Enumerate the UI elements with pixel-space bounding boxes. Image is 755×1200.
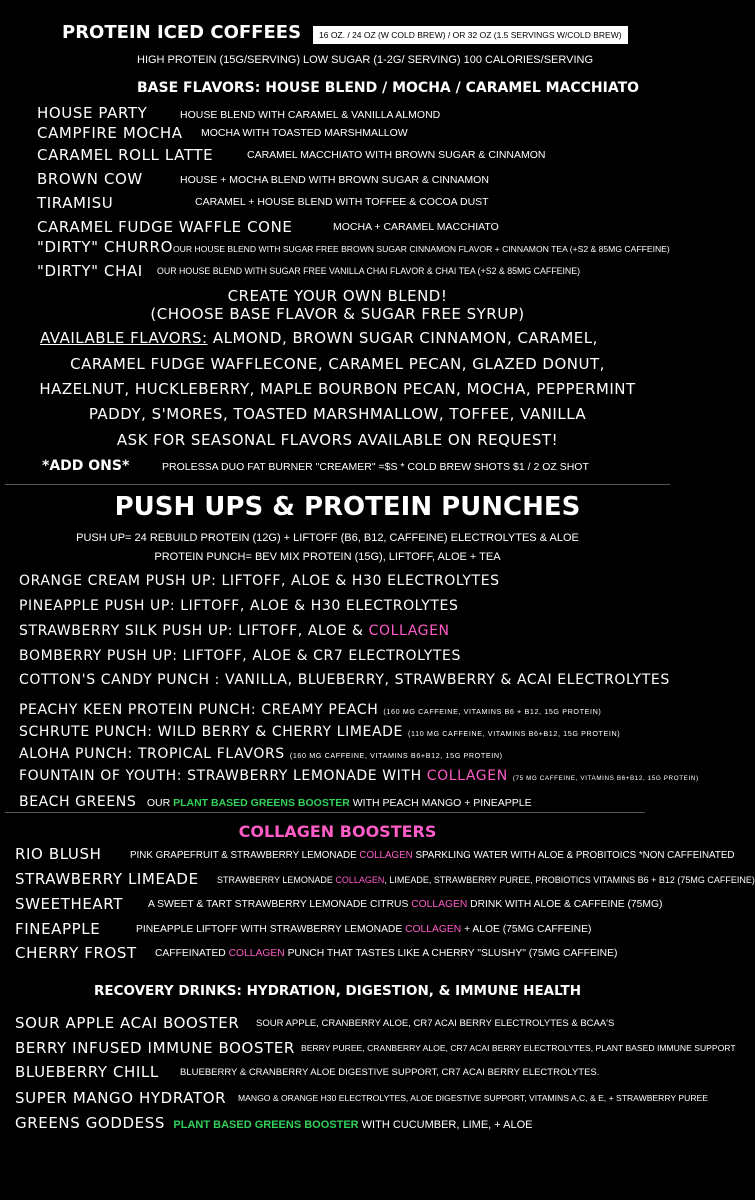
greens-booster-highlight: PLANT BASED GREENS BOOSTER: [173, 797, 350, 809]
collagen-item: [15, 845, 102, 864]
push-up-note: (160 MG CAFFEINE, VITAMINS B6+B12, 15G PROTEIN): [289, 751, 503, 760]
menu-item-desc: PUNCH THAT TASTES LIKE A CHERRY "SLUSHY" (75MG CAFFEINE): [284, 948, 618, 959]
menu-item-name: "DIRTY" CHURRO: [37, 238, 173, 256]
menu-item-name: BEACH GREENS: [19, 794, 137, 810]
recovery-title: RECOVERY DRINKS: HYDRATION, DIGESTION, & IMMUNE HEALTH: [93, 983, 582, 999]
collagen-item: [15, 920, 100, 939]
collagen-desc: [148, 899, 662, 910]
push-up-item: [19, 648, 461, 664]
menu-item-desc: PINEAPPLE LIFTOFF WITH STRAWBERRY LEMONADE: [136, 924, 406, 935]
menu-item-name: RIO BLUSH: [15, 845, 102, 863]
greens-goddess-item: [15, 1114, 533, 1133]
push-up-text: COTTON'S CANDY PUNCH : VANILLA, BLUEBERRY, STRAWBERRY & ACAI ELECTROLYTES: [19, 672, 670, 688]
menu-item-name: FINEAPPLE: [15, 920, 101, 938]
menu-item-name: GREENS GODDESS: [15, 1114, 165, 1132]
push-ups-sub: PROTEIN PUNCH= BEV MIX PROTEIN (15G), LIFTOFF, ALOE + TEA: [154, 551, 501, 563]
push-ups-sub: PUSH UP= 24 REBUILD PROTEIN (12G) + LIFTOFF (B6, B12, CAFFEINE) ELECTROLYTES & ALOE: [76, 532, 579, 544]
collagen-highlight: COLLAGEN: [228, 948, 285, 959]
push-up-text: ORANGE CREAM PUSH UP: LIFTOFF, ALOE & H30 ELECTROLYTES: [19, 573, 500, 589]
menu-item-name: CARAMEL FUDGE WAFFLE CONE: [37, 218, 293, 236]
menu-item-desc: , LIMEADE, STRAWBERRY PUREE, PROBIOTICS VITAMINS B6 + B12 (75MG CAFFEINE): [384, 875, 755, 885]
section-divider: [5, 484, 670, 485]
collagen-highlight: COLLAGEN: [359, 850, 413, 861]
menu-item-desc: A SWEET & TART STRAWBERRY LEMONADE CITRUS: [148, 899, 412, 910]
menu-item-desc: WITH CUCUMBER, LIME, + ALOE: [358, 1119, 533, 1131]
create-blend-subheading: (CHOOSE BASE FLAVOR & SUGAR FREE SYRUP): [150, 305, 525, 323]
menu-item-desc: SOUR APPLE, CRANBERRY ALOE, CR7 ACAI BERRY ELECTROLYTES & BCAA'S: [256, 1018, 615, 1029]
push-up-text: PINEAPPLE PUSH UP: LIFTOFF, ALOE & H30 ELECTROLYTES: [19, 598, 459, 614]
menu-item-desc: SPARKLING WATER WITH ALOE & PROBITOICS *NON CAFFEINATED: [412, 850, 735, 861]
create-blend-heading: CREATE YOUR OWN BLEND!: [227, 287, 448, 305]
menu-item-desc: CARAMEL MACCHIATO WITH BROWN SUGAR & CINNAMON: [247, 149, 546, 161]
push-up-text: SCHRUTE PUNCH: WILD BERRY & CHERRY LIMEADE: [19, 724, 409, 740]
menu-item-desc: CAFFEINATED: [155, 948, 229, 959]
push-up-item: [19, 623, 450, 639]
push-up-text: FOUNTAIN OF YOUTH: STRAWBERRY LEMONADE WITH: [19, 768, 427, 784]
sizes-badge: 16 OZ. / 24 OZ (W COLD BREW) / OR 32 OZ (1.5 SERVINGS W/COLD BREW): [313, 26, 628, 44]
push-up-text: ALOHA PUNCH: TROPICAL FLAVORS: [19, 746, 290, 762]
menu-item-desc: MOCHA + CARAMEL MACCHIATO: [333, 221, 499, 233]
beach-greens-item: [19, 793, 532, 811]
menu-item-name: SOUR APPLE ACAI BOOSTER: [15, 1014, 240, 1032]
menu-item-name: HOUSE PARTY: [37, 104, 148, 122]
addons-label: *ADD ONS*: [42, 458, 130, 474]
menu-item-desc: OUR HOUSE BLEND WITH SUGAR FREE VANILLA CHAI FLAVOR & CHAI TEA (+S2 & 85MG CAFFEINE): [157, 266, 581, 276]
push-ups-title: PUSH UPS & PROTEIN PUNCHES: [114, 492, 581, 522]
collagen-highlight: COLLAGEN: [405, 924, 462, 935]
collagen-item: [15, 870, 199, 889]
menu-item-desc: OUR: [146, 797, 174, 809]
push-up-text: BOMBERRY PUSH UP: LIFTOFF, ALOE & CR7 ELECTROLYTES: [19, 648, 461, 664]
push-up-item: [19, 746, 503, 762]
seasonal-note: ASK FOR SEASONAL FLAVORS AVAILABLE ON REQUEST!: [116, 431, 559, 449]
base-flavors-heading: BASE FLAVORS: HOUSE BLEND / MOCHA / CARAMEL MACCHIATO: [137, 80, 640, 96]
menu-item-desc: CARAMEL + HOUSE BLEND WITH TOFFEE & COCOA DUST: [195, 196, 489, 208]
menu-item-desc: BLUEBERRY & CRANBERRY ALOE DIGESTIVE SUPPORT, CR7 ACAI BERRY ELECTROLYTES.: [180, 1067, 600, 1078]
push-up-note: (160 MG CAFFEINE, VITAMINS B6 + B12, 15G PROTEIN): [383, 707, 602, 716]
collagen-highlight: COLLAGEN: [335, 875, 385, 885]
menu-item-name: SUPER MANGO HYDRATOR: [15, 1089, 227, 1107]
menu-item-name: CARAMEL ROLL LATTE: [37, 146, 214, 164]
addons-text: PROLESSA DUO FAT BURNER "CREAMER" =$S * COLD BREW SHOTS $1 / 2 OZ SHOT: [162, 461, 589, 473]
greens-booster-highlight: PLANT BASED GREENS BOOSTER: [173, 1119, 359, 1131]
menu-item-desc: OUR HOUSE BLEND WITH SUGAR FREE BROWN SUGAR CINNAMON FLAVOR + CINNAMON TEA (+S2 & 85MG CAFFEINE): [173, 244, 670, 254]
menu-item-desc: STRAWBERRY LEMONADE: [217, 875, 336, 885]
section-divider: [5, 812, 645, 813]
flavors-line: PADDY, S'MORES, TOASTED MARSHMALLOW, TOFFEE, VANILLA: [88, 405, 587, 423]
menu-item-name: CAMPFIRE MOCHA: [37, 124, 183, 142]
collagen-title: COLLAGEN BOOSTERS: [238, 822, 437, 841]
menu-item-name: BLUEBERRY CHILL: [15, 1063, 159, 1081]
menu-item-desc: PINK GRAPEFRUIT & STRAWBERRY LEMONADE: [130, 850, 360, 861]
available-flavors-line: [40, 329, 598, 347]
menu-item-name: SWEETHEART: [15, 895, 123, 913]
collagen-item: [15, 895, 123, 914]
menu-item-name: CHERRY FROST: [15, 944, 137, 962]
iced-coffees-title: PROTEIN ICED COFFEES: [62, 22, 302, 43]
menu-item-name: TIRAMISU: [37, 194, 114, 212]
push-up-text: PEACHY KEEN PROTEIN PUNCH: CREAMY PEACH: [19, 702, 384, 718]
collagen-desc: [136, 924, 591, 935]
menu-item-desc: MANGO & ORANGE H30 ELECTROLYTES, ALOE DIGESTIVE SUPPORT, VITAMINS A,C, & E, + STRAWBERRY PUREE: [238, 1093, 708, 1103]
flavors-text: ALMOND, BROWN SUGAR CINNAMON, CARAMEL,: [207, 329, 598, 347]
menu-item-desc: WITH PEACH MANGO + PINEAPPLE: [349, 797, 532, 809]
push-up-item: [19, 702, 601, 718]
collagen-highlight: COLLAGEN: [368, 623, 450, 639]
push-up-item: [19, 573, 500, 589]
menu-item-desc: + ALOE (75MG CAFFEINE): [461, 924, 592, 935]
push-up-note: (75 MG CAFFEINE, VITAMINS B6+B12, 15G PROTEIN): [512, 775, 699, 782]
collagen-desc: [130, 850, 734, 861]
menu-item-desc: HOUSE + MOCHA BLEND WITH BROWN SUGAR & CINNAMON: [180, 174, 489, 186]
push-up-item: [19, 724, 620, 740]
menu-item-desc: BERRY PUREE, CRANBERRY ALOE, CR7 ACAI BERRY ELECTROLYTES, PLANT BASED IMMUNE SUPPORT: [301, 1043, 736, 1053]
push-up-item: [19, 598, 458, 614]
push-up-text: STRAWBERRY SILK PUSH UP: LIFTOFF, ALOE &: [19, 623, 369, 639]
collagen-item: [15, 944, 137, 963]
menu-item-desc: DRINK WITH ALOE & CAFFEINE (75MG): [467, 899, 663, 910]
menu-item-name: STRAWBERRY LIMEADE: [15, 870, 199, 888]
menu-item-name: "DIRTY" CHAI: [37, 262, 143, 280]
menu-item-name: BERRY INFUSED IMMUNE BOOSTER: [15, 1039, 295, 1057]
menu-item-desc: HOUSE BLEND WITH CARAMEL & VANILLA ALMOND: [180, 109, 441, 121]
iced-coffees-subtitle: HIGH PROTEIN (15G/SERVING) LOW SUGAR (1-2G/ SERVING) 100 CALORIES/SERVING: [137, 54, 594, 66]
available-flavors-label: AVAILABLE FLAVORS:: [40, 329, 208, 347]
flavors-line: HAZELNUT, HUCKLEBERRY, MAPLE BOURBON PECAN, MOCHA, PEPPERMINT: [39, 380, 636, 398]
menu-item-name: BROWN COW: [37, 170, 143, 188]
push-up-item: [19, 768, 699, 784]
push-up-note: (110 MG CAFFEINE, VITAMINS B6+B12, 15G PROTEIN): [408, 729, 621, 738]
collagen-highlight: COLLAGEN: [426, 768, 508, 784]
push-up-item: [19, 672, 670, 688]
collagen-highlight: COLLAGEN: [411, 899, 468, 910]
flavors-line: CARAMEL FUDGE WAFFLECONE, CARAMEL PECAN, GLAZED DONUT,: [70, 355, 605, 373]
collagen-desc: [217, 875, 755, 885]
menu-item-desc: MOCHA WITH TOASTED MARSHMALLOW: [201, 127, 408, 139]
collagen-desc: [155, 948, 617, 959]
